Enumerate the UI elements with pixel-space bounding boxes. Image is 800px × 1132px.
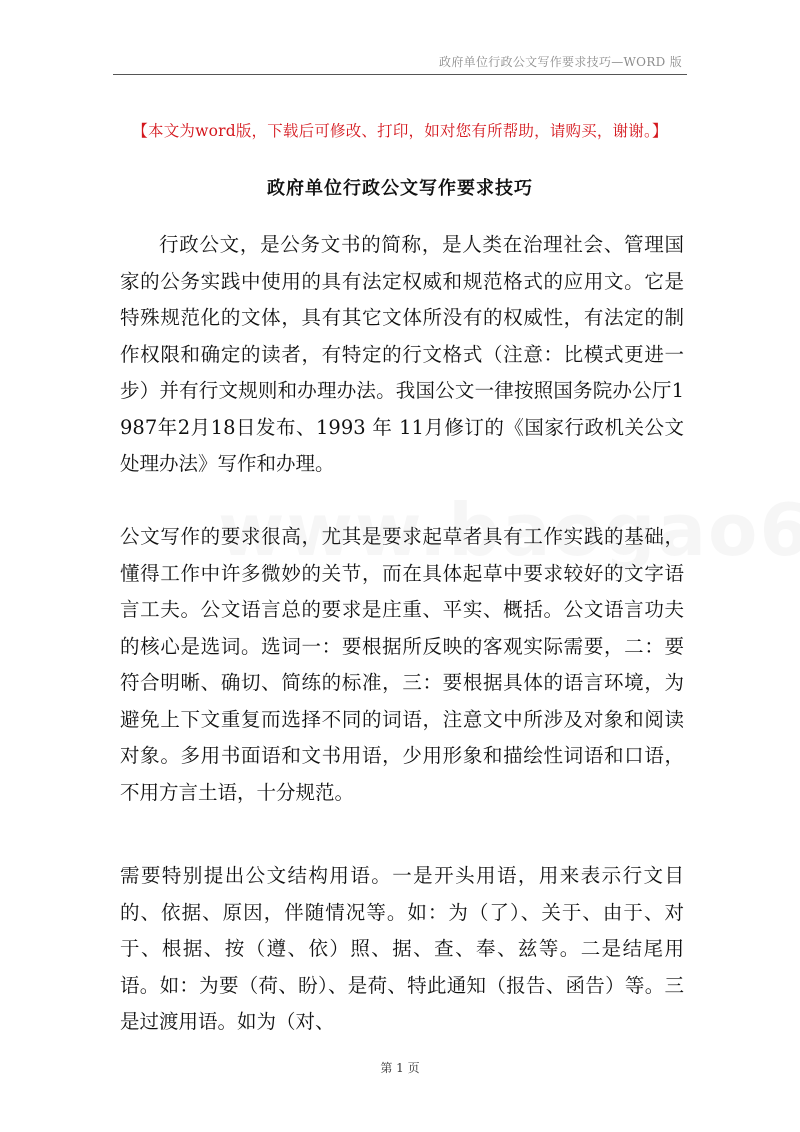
header-divider xyxy=(113,74,687,75)
running-header: 政府单位行政公文写作要求技巧—WORD 版 xyxy=(439,55,682,69)
paragraph-intro: 行政公文，是公务文书的简称，是人类在治理社会、管理国家的公务实践中使用的具有法定权威和规范格式的应用文。它是特殊规范化的文体，具有其它文体所没有的权威性，有法定的制作权限和确定的读者，有特定的行文格式（注意：比模式更进一步）并有行文规则和办理办法。我国公文一律按照国务院办公厅1987年2月18日发布、1993 年 11月修订的《国家行政机关公文处理办法》写作和办理。 xyxy=(120,233,684,475)
paragraph-writing-requirements: 公文写作的要求很高，尤其是要求起草者具有工作实践的基础，懂得工作中许多微妙的关节，而在具体起草中要求较好的文字语言工夫。公文语言总的要求是庄重、平实、概括。公文语言功夫的核心是选词。选词一：要根据所反映的客观实际需要，二：要符合明晰、确切、简练的标准，三：要根据具体的语言环境，为避免上下文重复而选择不同的词语，注意文中所涉及对象和阅读对象。多用书面语和文书用语，少用形象和描绘性词语和口语，不用方言土语，十分规范。 xyxy=(120,525,684,804)
paragraph-structure-terms: 需要特别提出公文结构用语。一是开头用语，用来表示行文目的、依据、原因，伴随情况等。如：为（了）、关于、由于、对于、根据、按（遵、依）照、据、查、奉、兹等。二是结尾用语。如：为要（荷、盼）、是荷、特此通知（报告、函告）等。三是过渡用语。如为（对、 xyxy=(120,864,684,1033)
purchase-notice: 【本文为word版，下载后可修改、打印，如对您有所帮助，请购买，谢谢。】 xyxy=(132,122,668,140)
document-title: 政府单位行政公文写作要求技巧 xyxy=(267,178,533,199)
page-number: 第 1 页 xyxy=(380,1061,420,1075)
